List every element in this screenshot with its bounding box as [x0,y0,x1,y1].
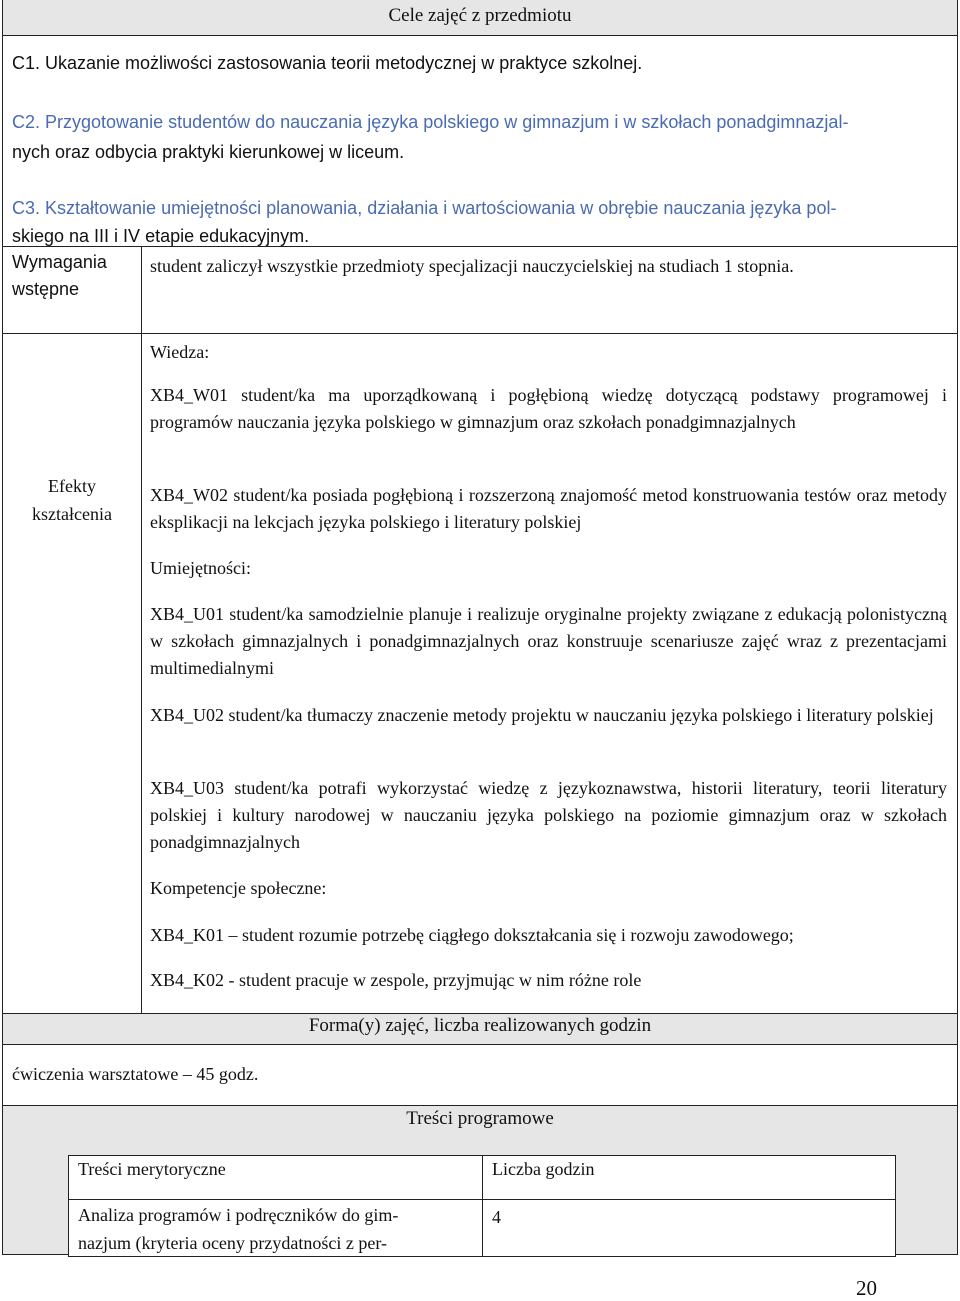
effect-w02-text: XB4_W02 student/ka posiada pogłębioną i rozszerzoną znajomość metod konstruowania testów oraz metody eksplikacji na lekcjach języka polskiego i literatury polskiej [150,485,947,532]
wymagania-label-line2: wstępne [12,279,80,299]
effect-w01 [150,382,947,436]
effect-k01: XB4_K01 – student rozumie potrzebę ciągłego dokształcania się i rozwoju zawodowego; [150,925,794,945]
umiejetnosci-heading: Umiejętności: [150,558,251,578]
effect-u01 [150,601,947,682]
cele-c2-line1: C2. Przygotowanie studentów do nauczania języka polskiego w gimnazjum i w szkołach ponadgimnazjal- [12,112,849,132]
formy-text: ćwiczenia warsztatowe – 45 godz. [12,1064,259,1084]
tresci-header: Treści programowe [406,1108,554,1129]
tresci-row1-col1-line1: Analiza programów i podręczników do gim- [78,1205,399,1225]
cele-c2-line2: nych oraz odbycia praktyki kierunkowej w liceum. [12,142,405,162]
effect-w01-text: XB4_W01 student/ka ma uporządkowaną i pogłębioną wiedzę dotyczącą podstawy programowej i programów nauczania języka polskiego w gimnazjum oraz szkołach ponadgimnazjalnych [150,385,947,432]
cele-header: Cele zajęć z przedmiotu [388,5,572,26]
kompetencje-heading: Kompetencje społeczne: [150,878,327,898]
efekty-label-cell [2,333,142,1014]
cele-c1: C1. Ukazanie możliwości zastosowania teorii metodycznej w praktyce szkolnej. [12,53,643,73]
tresci-row1-col2: 4 [492,1207,501,1227]
effect-u02-text: XB4_U02 student/ka tłumaczy znaczenie metody projektu w nauczaniu języka polskiego i literatury polskiej [150,705,934,725]
wymagania-text: student zaliczył wszystkie przedmioty specjalizacji nauczycielskiej na studiach 1 stopnia. [150,256,794,276]
effect-u03-text: XB4_U03 student/ka potrafi wykorzystać wiedzę z językoznawstwa, historii literatury, teorii literatury polskiej i kultury narodowej w nauczaniu języka polskiego na poziomie gimnazjum oraz w szkołach ponadgimnazjalnych [150,778,947,852]
tresci-table-col-divider [482,1155,483,1257]
wymagania-label-line1: Wymagania [12,252,107,272]
effect-u01-text: XB4_U01 student/ka samodzielnie planuje i realizuje oryginalne projekty związane z edukacją polonistyczną w szkołach gimnazjalnych i ponadgimnazjalnych oraz konstruuje scenariusze zajęć wraz z prezentacjami multimedialnymi [150,604,947,678]
efekty-label-line1: Efekty [48,476,96,496]
tresci-row1-col1-line2: nazjum (kryteria oceny przydatności z per- [78,1233,387,1253]
tresci-col2-header: Liczba godzin [492,1159,595,1179]
wiedza-heading: Wiedza: [150,342,210,362]
tresci-col1-header: Treści merytoryczne [78,1159,226,1179]
cele-c3-line2: skiego na III i IV etapie edukacyjnym. [12,226,310,246]
effect-u03 [150,775,947,856]
efekty-label-line2: kształcenia [32,504,112,524]
effect-w02 [150,482,947,536]
formy-header: Forma(y) zajęć, liczba realizowanych godzin [308,1015,652,1036]
effect-k02: XB4_K02 - student pracuje w zespole, przyjmując w nim różne role [150,970,642,990]
cele-c3-line1: C3. Kształtowanie umiejętności planowania, działania i wartościowania w obrębie nauczania języka pol- [12,198,837,218]
page-number: 20 [856,1276,877,1300]
effect-u02 [150,702,947,729]
